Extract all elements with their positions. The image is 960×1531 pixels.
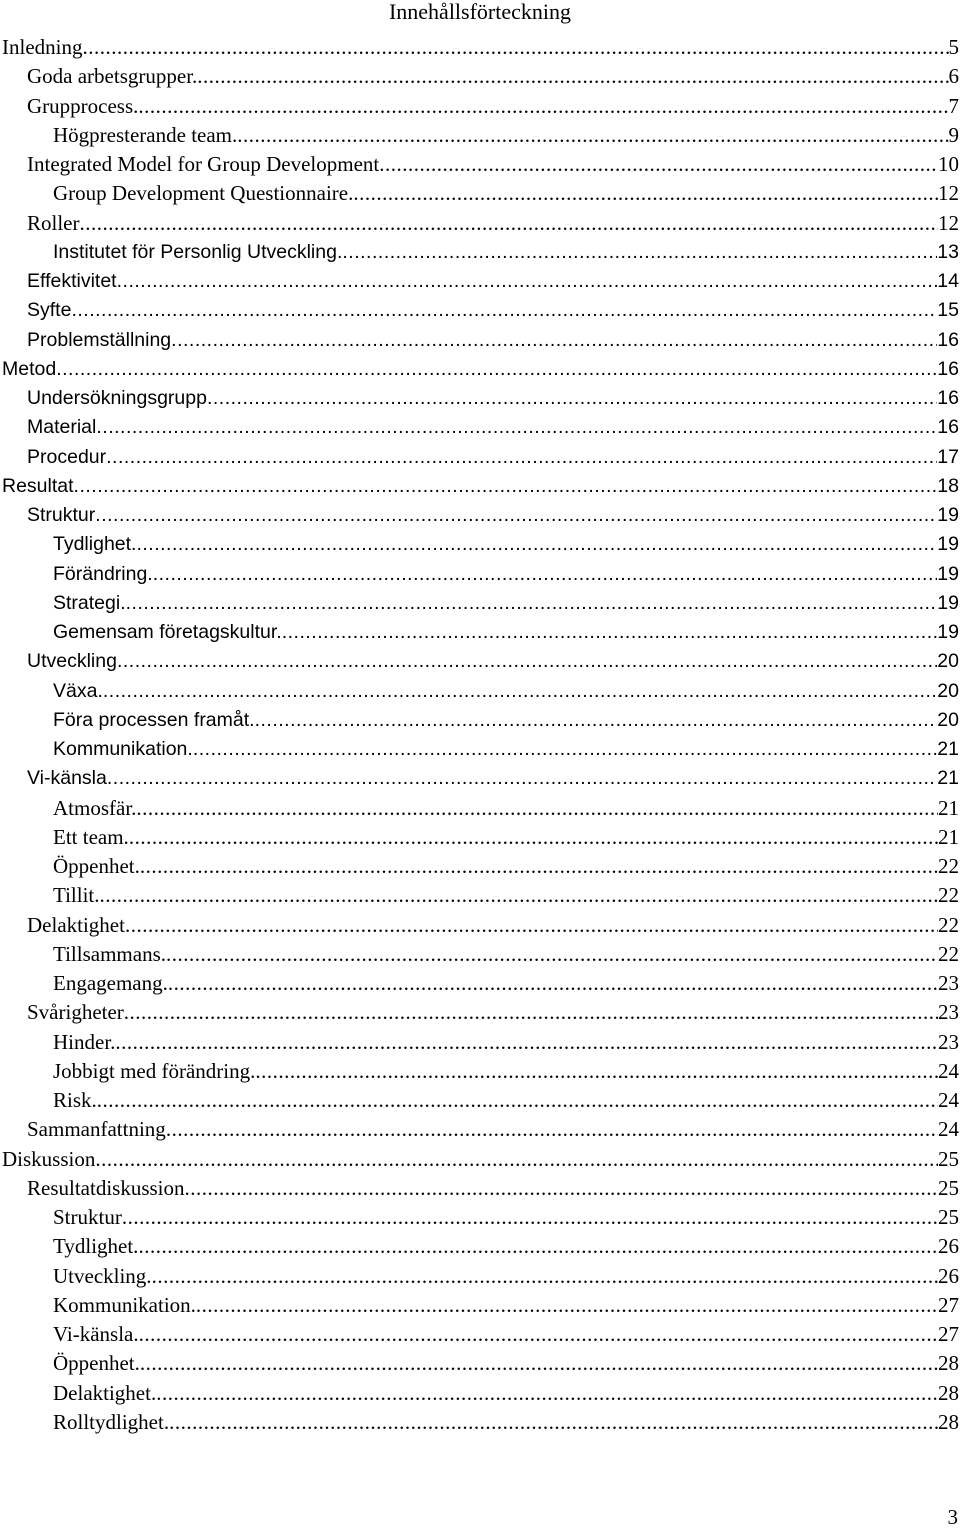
toc-entry-page: 16: [937, 387, 959, 409]
toc-dot-leader: [117, 267, 938, 296]
toc-dot-leader: [126, 589, 938, 618]
toc-entry-label: Kommunikation.: [53, 738, 193, 760]
toc-entry[interactable]: [0, 121, 960, 150]
toc-entry-label: Procedur: [27, 445, 107, 468]
toc-entry-label: Strategi.: [53, 591, 126, 614]
toc-entry-label: Undersökningsgrupp: [27, 387, 207, 409]
toc-dot-leader: [168, 969, 938, 998]
toc-entry-page: 23: [938, 971, 959, 995]
toc-entry-label: Växa.: [53, 679, 103, 702]
toc-entry-page: 22: [938, 941, 959, 966]
toc-entry[interactable]: [0, 794, 960, 823]
toc-entry-label: Group Development Questionnaire.: [53, 181, 354, 206]
toc-entry-label: Utveckling.: [53, 1263, 152, 1288]
toc-entry-page: 28: [938, 1409, 959, 1434]
toc-entry[interactable]: [0, 150, 960, 179]
toc-entry[interactable]: [0, 92, 960, 121]
toc-entry[interactable]: [0, 764, 960, 793]
toc-entry[interactable]: [0, 1291, 960, 1320]
toc-entry-label: Inledning: [2, 35, 83, 59]
page-title: Innehållsförteckning: [388, 0, 572, 24]
toc-entry-label: Tydlighet.: [53, 533, 137, 556]
toc-entry[interactable]: [0, 852, 960, 881]
toc-entry-label: Delaktighet: [27, 912, 125, 937]
toc-dot-leader: [207, 384, 937, 413]
toc-dot-leader: [136, 530, 937, 559]
toc-entry-page: 19: [937, 562, 959, 585]
toc-entry-label: Rolltydlighet.: [53, 1409, 170, 1434]
toc-dot-leader: [95, 501, 937, 530]
toc-entry-page: 25: [938, 1146, 959, 1171]
toc-dot-leader: [185, 1174, 938, 1203]
toc-entry-label: Öppenhet.: [53, 1351, 140, 1376]
toc-dot-leader: [197, 62, 948, 91]
toc-entry[interactable]: [0, 735, 960, 764]
toc-entry-label: Hinder.: [53, 1029, 116, 1054]
toc-entry[interactable]: [0, 267, 960, 296]
toc-entry-label: Föra processen framåt.: [53, 708, 255, 731]
toc-entry[interactable]: [0, 589, 960, 618]
toc-dot-leader: [166, 1115, 938, 1144]
toc-entry-page: 25: [938, 1175, 959, 1200]
toc-dot-leader: [196, 1291, 938, 1320]
toc-dot-leader: [129, 823, 938, 852]
toc-entry[interactable]: [0, 881, 960, 910]
toc-dot-leader: [139, 1320, 938, 1349]
toc-entry[interactable]: [0, 1174, 960, 1203]
toc-entry-label: Tillit.: [53, 883, 100, 908]
toc-entry-page: 28: [938, 1351, 959, 1376]
toc-dot-leader: [125, 911, 938, 940]
toc-dot-leader: [255, 706, 938, 735]
toc-dot-leader: [152, 1262, 938, 1291]
toc-dot-leader: [282, 618, 938, 647]
toc-entry[interactable]: [0, 530, 960, 559]
toc-entry[interactable]: [0, 1203, 960, 1232]
toc-entry[interactable]: [0, 647, 960, 676]
toc-entry-label: Grupprocess.: [27, 93, 139, 118]
toc-entry[interactable]: [0, 911, 960, 940]
toc-dot-leader: [153, 560, 938, 589]
toc-entry-page: 13: [937, 240, 959, 263]
toc-entry-label: Effektivitet: [27, 270, 117, 292]
toc-entry[interactable]: [0, 1379, 960, 1408]
toc-entry[interactable]: [0, 355, 960, 384]
toc-dot-leader: [82, 33, 948, 62]
toc-entry-page: 19: [937, 621, 959, 643]
toc-entry[interactable]: [0, 1320, 960, 1349]
toc-dot-leader: [156, 1379, 938, 1408]
toc-entry[interactable]: [0, 326, 960, 355]
toc-dot-leader: [136, 794, 938, 823]
toc-entry[interactable]: [0, 940, 960, 969]
toc-entry[interactable]: [0, 1408, 960, 1437]
toc-entry-page: 25: [938, 1205, 959, 1229]
toc-entry-page: 20: [937, 650, 959, 673]
toc-dot-leader: [171, 326, 937, 355]
toc-entry-page: 7: [948, 93, 959, 118]
toc-entry-page: 24: [938, 1058, 959, 1083]
toc-entry-label: Kommunikation.: [53, 1292, 196, 1317]
toc-dot-leader: [342, 238, 937, 267]
toc-dot-leader: [237, 121, 948, 150]
toc-entry-page: 22: [938, 912, 959, 937]
toc-dot-leader: [353, 179, 938, 208]
toc-entry-page: 26: [938, 1263, 959, 1288]
toc-dot-leader: [100, 881, 938, 910]
toc-entry-page: 19: [937, 533, 959, 556]
toc-entry-label: Risk.: [53, 1088, 97, 1112]
toc-entry-label: Syfte: [27, 299, 72, 322]
toc-entry[interactable]: [0, 179, 960, 208]
toc-entry[interactable]: [0, 413, 960, 442]
toc-entry[interactable]: [0, 33, 960, 62]
toc-dot-leader: [117, 647, 937, 676]
toc-entry-label: Tillsammans.: [53, 941, 166, 966]
toc-entry-label: Diskussion: [2, 1146, 96, 1171]
toc-entry-page: 10: [938, 152, 959, 176]
toc-dot-leader: [193, 735, 937, 764]
toc-entry-page: 24: [938, 1117, 959, 1142]
toc-entry-page: 22: [938, 854, 959, 878]
toc-entry[interactable]: [0, 969, 960, 998]
toc-entry-label: Gemensam företagskultur.: [53, 621, 282, 643]
toc-entry-page: 5: [948, 35, 959, 59]
toc-entry[interactable]: [0, 296, 960, 325]
toc-entry[interactable]: [0, 384, 960, 413]
toc-entry-label: Vi-känsla.: [53, 1322, 139, 1346]
toc-entry-label: Öppenhet.: [53, 854, 140, 878]
toc-entry-page: 27: [938, 1322, 959, 1346]
toc-entry-label: Tydlighet.: [53, 1234, 139, 1259]
toc-dot-leader: [96, 413, 937, 442]
toc-entry-page: 18: [937, 474, 959, 497]
toc-entry-label: Vi-känsla: [27, 767, 107, 790]
toc-entry-page: 20: [937, 679, 959, 702]
toc-entry[interactable]: [0, 209, 960, 238]
toc-dot-leader: [138, 1232, 938, 1261]
toc-entry-label: Förändring.: [53, 562, 153, 585]
toc-entry-page: 22: [938, 883, 959, 908]
toc-entry[interactable]: [0, 1349, 960, 1378]
toc-dot-leader: [80, 209, 939, 238]
toc-entry-label: Institutet för Personlig Utveckling.: [53, 240, 343, 263]
toc-entry-page: 9: [948, 122, 959, 147]
toc-entry-label: Resultatdiskussion: [27, 1175, 185, 1200]
toc-entry-label: Problemställning: [27, 328, 172, 351]
toc-entry-label: Svårigheter: [27, 1000, 124, 1025]
toc-entry[interactable]: [0, 1115, 960, 1144]
page-number: 3: [947, 1505, 958, 1529]
toc-dot-leader: [71, 296, 937, 325]
toc-dot-leader: [74, 472, 938, 501]
toc-entry[interactable]: [0, 1232, 960, 1261]
toc-entry[interactable]: [0, 472, 960, 501]
toc-dot-leader: [255, 1057, 938, 1086]
toc-dot-leader: [95, 1145, 938, 1174]
toc-entry-label: Jobbigt med förändring.: [53, 1058, 256, 1083]
toc-dot-leader: [106, 443, 937, 472]
toc-entry-label: Struktur: [53, 1205, 122, 1229]
toc-entry[interactable]: [0, 443, 960, 472]
toc-dot-leader: [124, 998, 938, 1027]
toc-entry-page: 12: [938, 181, 959, 206]
toc-entry[interactable]: [0, 501, 960, 530]
toc-entry-page: 17: [937, 445, 959, 468]
toc-entry[interactable]: [0, 823, 960, 852]
toc-entry-page: 23: [938, 1029, 959, 1054]
toc-entry-page: 19: [937, 504, 959, 526]
toc-dot-leader: [166, 940, 938, 969]
toc-entry[interactable]: [0, 677, 960, 706]
toc-dot-leader: [56, 355, 937, 384]
toc-entry-page: 21: [937, 738, 959, 760]
toc-entry[interactable]: [0, 1028, 960, 1057]
toc-dot-leader: [103, 677, 937, 706]
toc-dot-leader: [107, 764, 937, 793]
toc-entry-label: Högpresterande team.: [53, 122, 238, 147]
toc-entry[interactable]: [0, 238, 960, 267]
toc-entry-page: 27: [938, 1292, 959, 1317]
toc-entry-page: 16: [937, 328, 959, 351]
toc-entry-page: 24: [938, 1088, 959, 1112]
toc-entry[interactable]: [0, 618, 960, 647]
toc-entry-page: 16: [937, 416, 959, 439]
toc-entry-label: Resultat: [2, 474, 74, 497]
table-of-contents: [0, 33, 960, 1437]
toc-entry-page: 16: [937, 357, 959, 380]
toc-entry-label: Goda arbetsgrupper.: [27, 64, 198, 89]
toc-dot-leader: [169, 1408, 938, 1437]
toc-entry-page: 14: [937, 270, 959, 292]
toc-entry-label: Engagemang.: [53, 971, 168, 995]
toc-entry[interactable]: [0, 1057, 960, 1086]
toc-entry-page: 21: [938, 824, 959, 849]
toc-entry-label: Material: [27, 416, 97, 439]
toc-dot-leader: [97, 1086, 938, 1115]
toc-entry-label: Struktur: [27, 504, 96, 526]
toc-entry-label: Delaktighet.: [53, 1380, 157, 1405]
toc-entry[interactable]: [0, 1145, 960, 1174]
toc-dot-leader: [140, 852, 938, 881]
toc-entry-page: 28: [938, 1380, 959, 1405]
toc-dot-leader: [115, 1028, 938, 1057]
toc-entry-page: 20: [937, 708, 959, 731]
toc-entry-page: 15: [937, 299, 959, 322]
toc-entry-page: 6: [948, 64, 959, 89]
toc-entry-label: Ett team.: [53, 824, 129, 849]
toc-entry-page: 21: [938, 795, 959, 820]
toc-entry-page: 21: [937, 767, 959, 790]
toc-dot-leader: [138, 92, 948, 121]
toc-dot-leader: [122, 1203, 938, 1232]
toc-entry[interactable]: [0, 998, 960, 1027]
toc-entry[interactable]: [0, 706, 960, 735]
toc-entry[interactable]: [0, 62, 960, 91]
toc-entry[interactable]: [0, 1086, 960, 1115]
toc-entry-page: 12: [938, 210, 959, 235]
toc-entry[interactable]: [0, 1262, 960, 1291]
toc-entry-label: Sammanfattning: [27, 1117, 166, 1142]
toc-entry[interactable]: [0, 560, 960, 589]
toc-entry-label: Roller: [27, 210, 80, 235]
toc-dot-leader: [379, 150, 938, 179]
toc-entry-label: Atmosfär.: [53, 795, 137, 820]
toc-entry-page: 26: [938, 1234, 959, 1259]
toc-dot-leader: [140, 1349, 938, 1378]
toc-entry-label: Metod: [2, 357, 57, 380]
toc-entry-label: Utveckling: [27, 650, 117, 673]
toc-entry-page: 23: [938, 1000, 959, 1025]
toc-entry-label: Integrated Model for Group Development: [27, 152, 380, 176]
toc-entry-page: 19: [937, 591, 959, 614]
